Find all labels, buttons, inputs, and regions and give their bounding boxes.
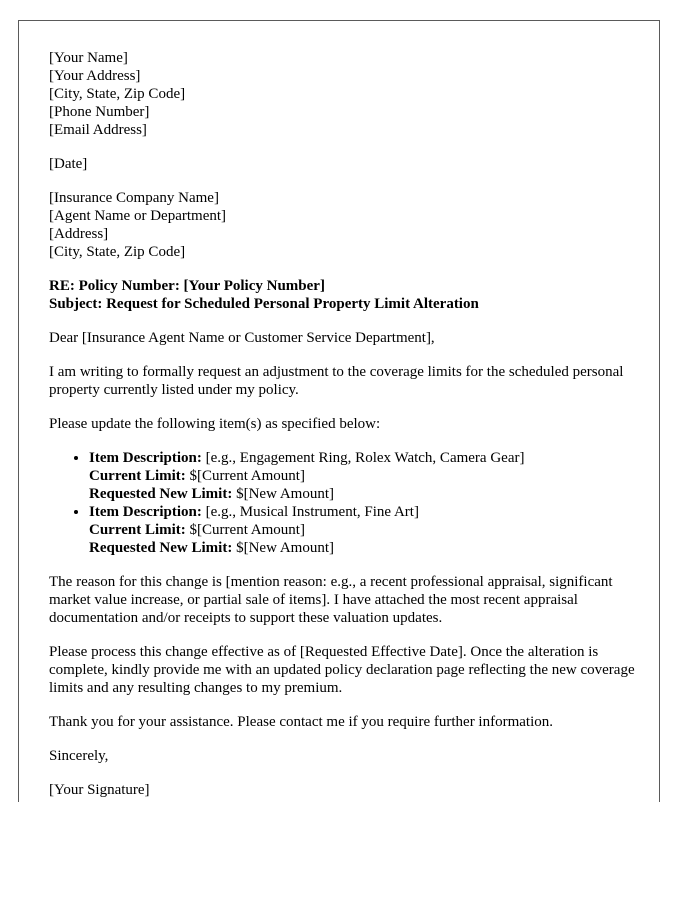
- subject-block: [49, 277, 639, 313]
- salutation: Dear [Insurance Agent Name or Customer Service Department],: [49, 330, 435, 346]
- requested-limit-value: $[New Amount]: [232, 486, 334, 502]
- effective-date-paragraph: Please process this change effective as of [Requested Effective Date]. Once the alteration is complete, kindly provide me with an updated policy declaration page reflecting the new coverage limits and any resulting changes to my premium.: [49, 644, 635, 696]
- item-description-line: [89, 503, 639, 521]
- letter-date: [Date]: [49, 156, 88, 172]
- recipient-company: [Insurance Company Name]: [49, 190, 219, 206]
- item-description-label: Item Description:: [89, 504, 202, 520]
- intro-paragraph: I am writing to formally request an adjustment to the coverage limits for the scheduled personal property currently listed under my policy.: [49, 364, 624, 398]
- recipient-block: [49, 189, 639, 261]
- subject-line: Subject: Request for Scheduled Personal Property Limit Alteration: [49, 296, 479, 312]
- sender-block: [49, 49, 639, 139]
- date-block: [49, 155, 639, 173]
- current-limit-value: $[Current Amount]: [185, 468, 305, 484]
- list-item: [89, 449, 639, 503]
- recipient-city-state-zip: [City, State, Zip Code]: [49, 244, 186, 260]
- list-intro: Please update the following item(s) as specified below:: [49, 416, 381, 432]
- item-description-line: [89, 449, 639, 467]
- current-limit-line: [89, 467, 639, 485]
- item-description-label: Item Description:: [89, 450, 202, 466]
- item-description-value: [e.g., Musical Instrument, Fine Art]: [201, 504, 419, 520]
- sender-address: [Your Address]: [49, 68, 141, 84]
- item-description-value: [e.g., Engagement Ring, Rolex Watch, Camera Gear]: [201, 450, 525, 466]
- thanks-paragraph: Thank you for your assistance. Please contact me if you require further information.: [49, 714, 554, 730]
- requested-limit-line: [89, 485, 639, 503]
- requested-limit-label: Requested New Limit:: [89, 540, 233, 556]
- sender-email: [Email Address]: [49, 122, 147, 138]
- re-line: RE: Policy Number: [Your Policy Number]: [49, 278, 325, 294]
- list-item: [89, 503, 639, 557]
- recipient-address: [Address]: [49, 226, 109, 242]
- requested-limit-line: [89, 539, 639, 557]
- sender-city-state-zip: [City, State, Zip Code]: [49, 86, 186, 102]
- signature: [Your Signature]: [49, 782, 150, 798]
- letter-page: [18, 20, 660, 802]
- sender-name: [Your Name]: [49, 50, 128, 66]
- reason-paragraph: The reason for this change is [mention reason: e.g., a recent professional appraisal, significant market value increase, or partial sale of items]. I have attached the most recent appraisal documentation and/or receipts to support these valuation updates.: [49, 574, 613, 626]
- letter-body: [49, 49, 639, 799]
- current-limit-label: Current Limit:: [89, 468, 186, 484]
- current-limit-line: [89, 521, 639, 539]
- requested-limit-label: Requested New Limit:: [89, 486, 233, 502]
- current-limit-value: $[Current Amount]: [185, 522, 305, 538]
- item-list: [49, 449, 639, 557]
- current-limit-label: Current Limit:: [89, 522, 186, 538]
- sender-phone: [Phone Number]: [49, 104, 150, 120]
- closing: Sincerely,: [49, 748, 109, 764]
- requested-limit-value: $[New Amount]: [232, 540, 334, 556]
- recipient-agent: [Agent Name or Department]: [49, 208, 227, 224]
